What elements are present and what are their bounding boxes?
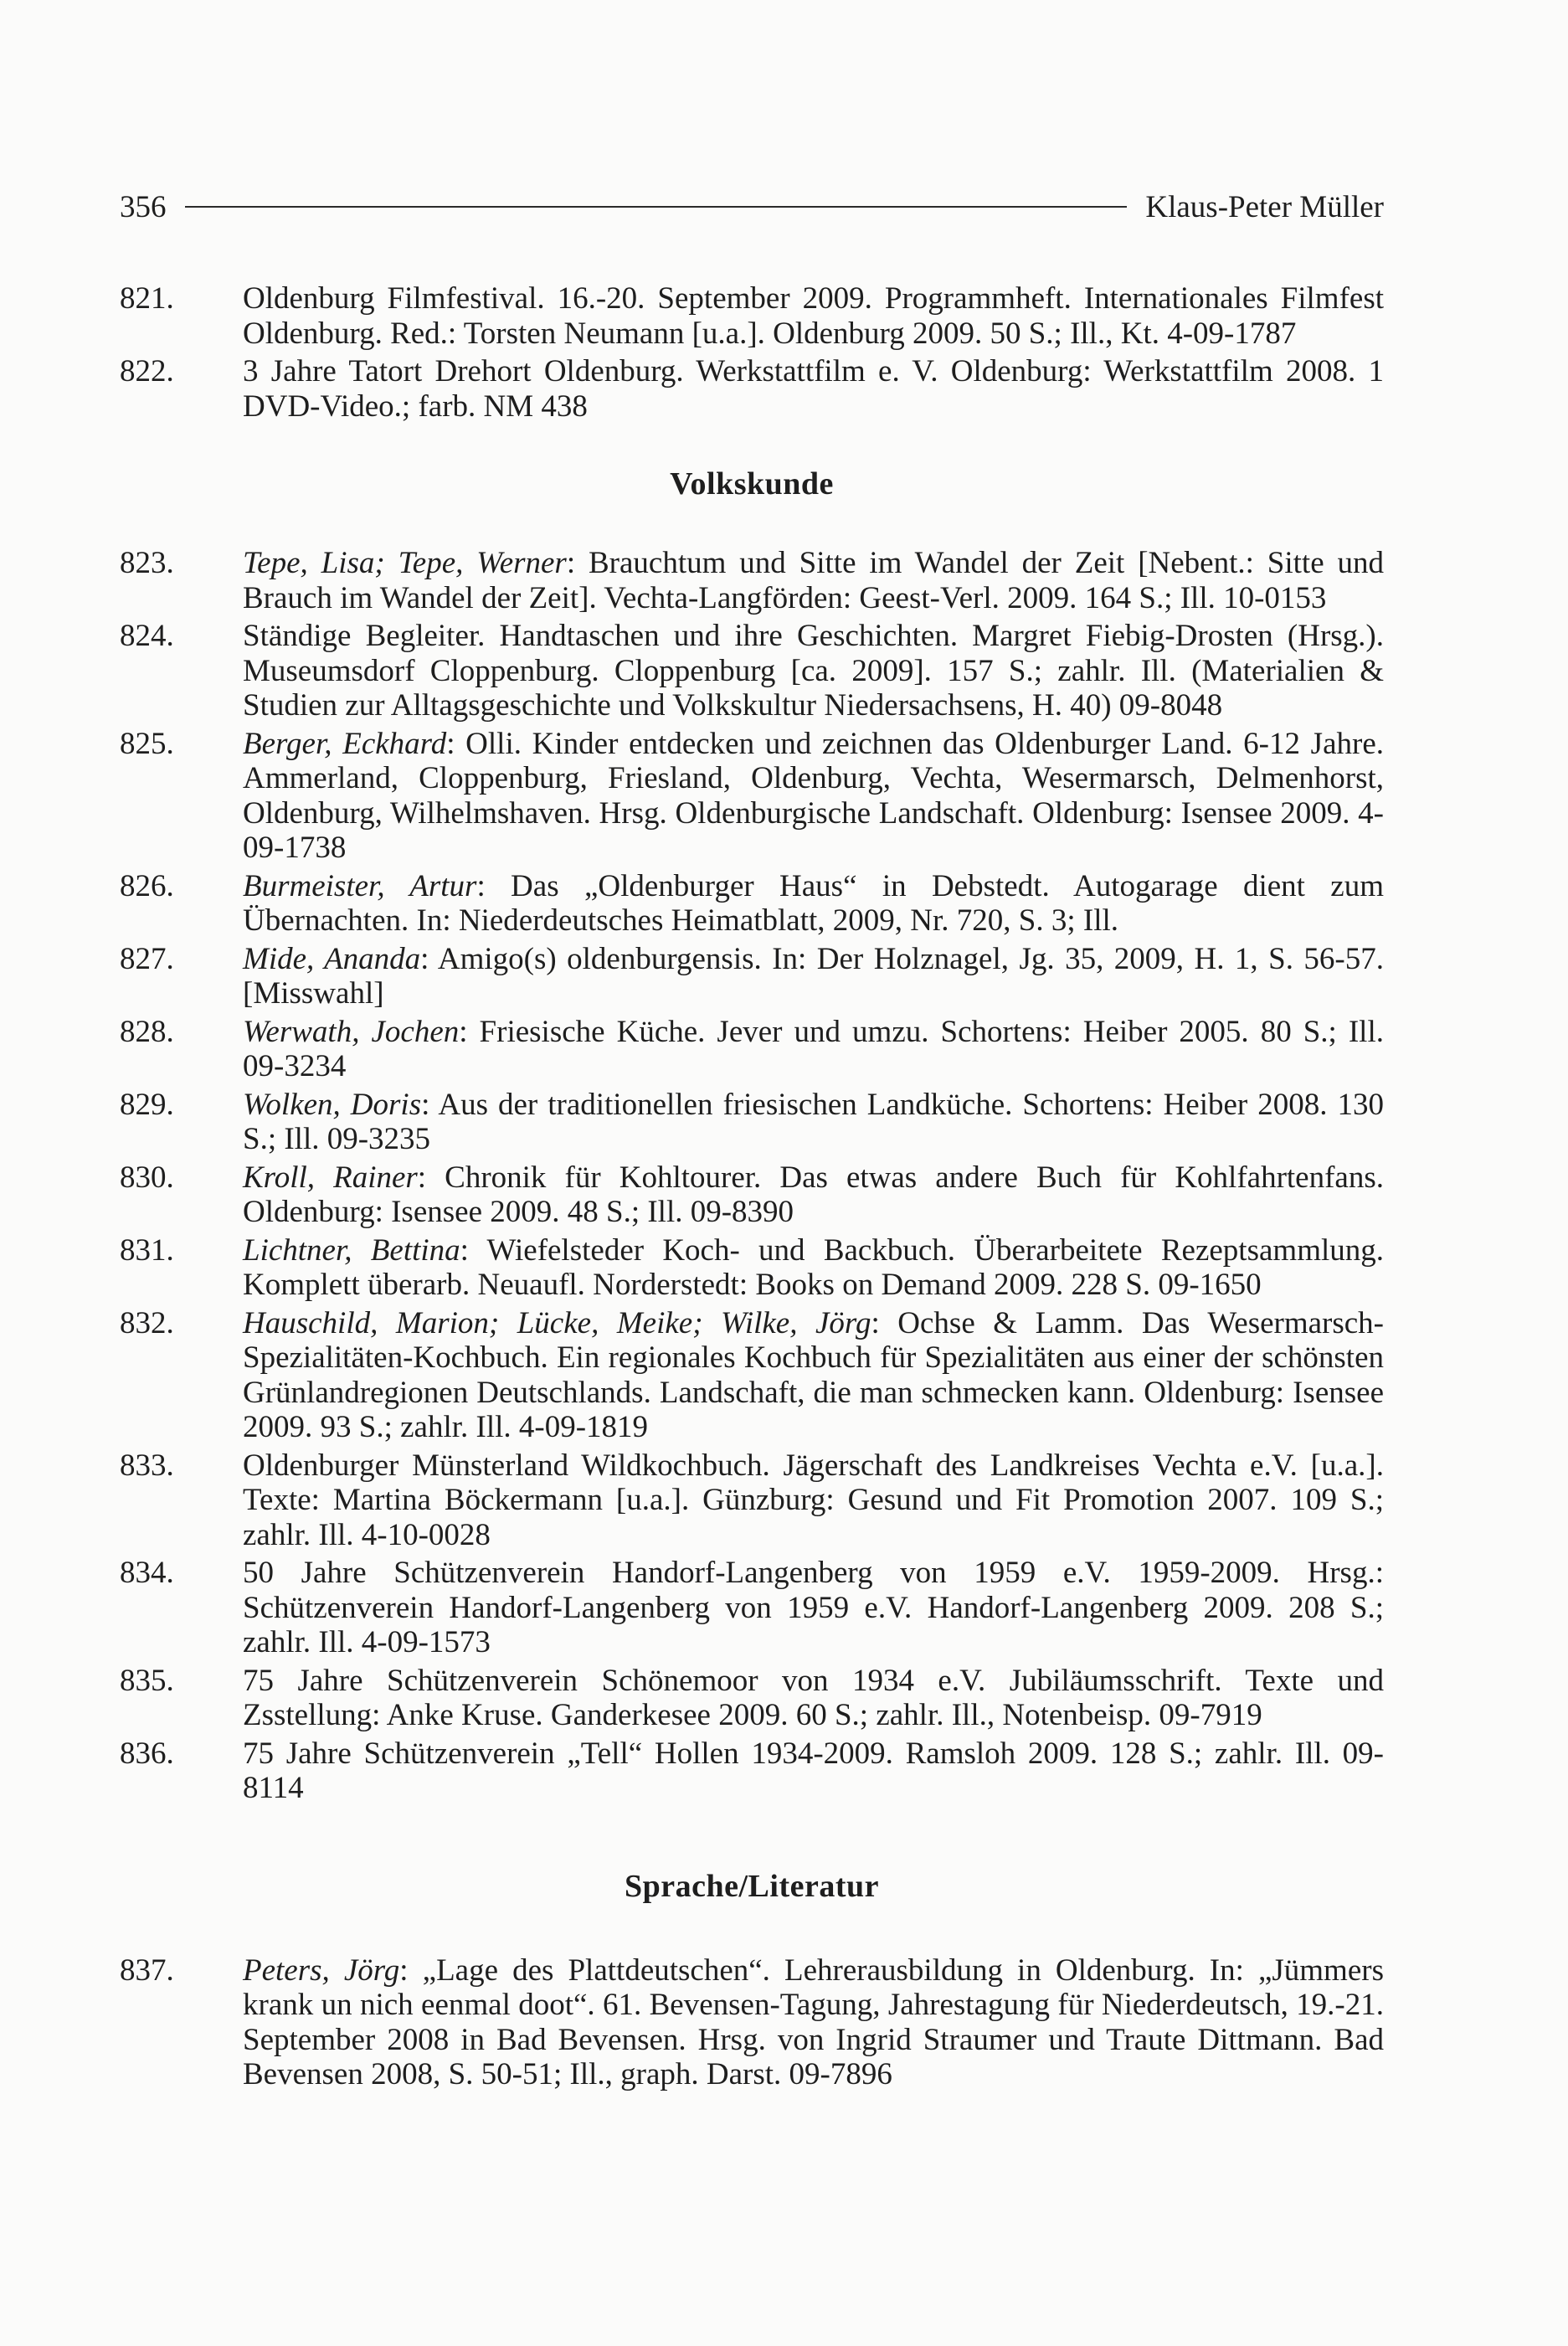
entry-text [243,1664,1384,1733]
bibliography-entry [120,281,1384,351]
entry-number: 831. [120,1232,174,1268]
bibliography-entry [120,1015,1384,1084]
bibliography-entry [120,1088,1384,1157]
entry-text [243,1556,1384,1660]
entry-text [243,727,1384,866]
entry-text [243,1953,1384,2092]
entry-author: Lichtner, Bettina [243,1232,460,1268]
entry-number: 832. [120,1305,174,1340]
entry-body: : Aus der traditionellen friesischen Landküche. Schortens: Heiber 2008. 130 S.; Ill. 09-3235 [243,1087,1384,1156]
entry-author: Kroll, Rainer [243,1160,418,1195]
entry-body: : Chronik für Kohltourer. Das etwas andere Buch für Kohlfahrtenfans. Oldenburg: Isensee 2009. 48 S.; Ill. 09-8390 [243,1160,1384,1229]
entry-number: 824. [120,619,174,653]
entry-number: 833. [120,1448,174,1483]
entry-number: 830. [120,1160,174,1195]
bibliography-entry [120,546,1384,615]
header-author: Klaus-Peter Müller [1145,189,1384,224]
bibliography-entry [120,1448,1384,1553]
page-number: 356 [120,189,167,224]
entry-author: Wolken, Doris [243,1087,422,1122]
bibliography-entry [120,869,1384,939]
bibliography-entry [120,1664,1384,1733]
entry-text [243,942,1384,1011]
running-header [120,186,1384,228]
bibliography-entry [120,942,1384,1011]
entry-author: Hauschild, Marion; Lücke, Meike; Wilke, Jörg [243,1305,871,1340]
entry-body: 3 Jahre Tatort Drehort Oldenburg. Werkstattfilm e. V. Oldenburg: Werkstattfilm 2008. 1 DVD-Video.; farb. NM 438 [243,354,1384,424]
entry-body: 75 Jahre Schützenverein „Tell“ Hollen 1934-2009. Ramsloh 2009. 128 S.; zahlr. Ill. 09-8114 [243,1736,1384,1805]
entry-body: : Brauchtum und Sitte im Wandel der Zeit [Nebent.: Sitte und Brauch im Wandel der Zeit]. Vechta-Langförden: Geest-Verl. 2009. 164 S.; Ill. 10-0153 [243,546,1384,615]
bibliography-entry [120,1233,1384,1303]
entry-text [243,281,1384,351]
entry-number: 834. [120,1556,174,1590]
entry-text [243,546,1384,615]
entry-body: : Friesische Küche. Jever und umzu. Schortens: Heiber 2005. 80 S.; Ill. 09-3234 [243,1014,1384,1083]
entry-author: Mide, Ananda [243,941,421,976]
bibliography-entry [120,1160,1384,1230]
entry-text [243,1306,1384,1445]
entry-text [243,1160,1384,1230]
entry-number: 826. [120,868,174,903]
entry-number: 835. [120,1663,174,1698]
entry-number: 822. [120,354,174,388]
entry-author: Peters, Jörg [243,1952,400,1988]
entry-author: Tepe, Lisa; Tepe, Werner [243,546,567,580]
entry-number: 837. [120,1952,174,1988]
entry-body: : Olli. Kinder entdecken und zeichnen das Oldenburger Land. 6-12 Jahre. Ammerland, Cloppenburg, Friesland, Oldenburg, Vechta, Wesermarsch, Delmenhorst, Oldenburg, Wilhelmshaven. Hrsg. Oldenburgische Landschaft. Oldenburg: Isensee 2009. 4-09-1738 [243,726,1384,865]
entry-number: 828. [120,1014,174,1049]
bibliography-entry [120,1306,1384,1445]
entry-text [243,1015,1384,1084]
entry-number: 825. [120,726,174,761]
bibliography-entry [120,1556,1384,1660]
entry-body: 50 Jahre Schützenverein Handorf-Langenberg von 1959 e.V. 1959-2009. Hrsg.: Schützenverein Handorf-Langenberg von 1959 e.V. Handorf-Langenberg 2009. 208 S.; zahlr. Ill. 4-09-1573 [243,1556,1384,1659]
bibliography-entry [120,619,1384,723]
entry-text [243,1233,1384,1303]
entry-body: : Wiefelsteder Koch- und Backbuch. Überarbeitete Rezeptsammlung. Komplett überarb. Neuaufl. Norderstedt: Books on Demand 2009. 228 S. 09-1650 [243,1232,1384,1302]
entry-body: : „Lage des Plattdeutschen“. Lehrerausbildung in Oldenburg. In: „Jümmers krank un nich eenmal doot“. 61. Bevensen-Tagung, Jahrestagung für Niederdeutsch, 19.-21. September 2008 in Bad Bevensen. Hrsg. von Ingrid Straumer und Traute Dittmann. Bad Bevensen 2008, S. 50-51; Ill., graph. Darst. 09-7896 [243,1952,1384,2091]
entry-text [243,869,1384,939]
entry-body: 75 Jahre Schützenverein Schönemoor von 1934 e.V. Jubiläumsschrift. Texte und Zsstellung: Anke Kruse. Ganderkesee 2009. 60 S.; zahlr. Ill., Notenbeisp. 09-7919 [243,1663,1384,1732]
entry-body: Ständige Begleiter. Handtaschen und ihre Geschichten. Margret Fiebig-Drosten (Hrsg.). Museumsdorf Cloppenburg. Cloppenburg [ca. 2009]. 157 S.; zahlr. Ill. (Materialien & Studien zur Alltagsgeschichte und Volkskultur Niedersachsens, H. 40) 09-8048 [243,619,1384,723]
bibliography-list [120,281,1384,2096]
entry-text [243,354,1384,424]
entry-author: Burmeister, Artur [243,868,477,903]
bibliography-entry [120,727,1384,866]
entry-text [243,1088,1384,1157]
entry-body: Oldenburger Münsterland Wildkochbuch. Jägerschaft des Landkreises Vechta e.V. [u.a.]. Texte: Martina Böckermann [u.a.]. Günzburg: Gesund und Fit Promotion 2007. 109 S.; zahlr. Ill. 4-10-0028 [243,1448,1384,1552]
entry-body: : Amigo(s) oldenburgensis. In: Der Holznagel, Jg. 35, 2009, H. 1, S. 56-57. [Misswahl] [243,941,1384,1011]
entry-number: 836. [120,1736,174,1771]
bibliography-entry [120,1736,1384,1806]
entry-text [243,1448,1384,1553]
entry-author: Werwath, Jochen [243,1014,460,1049]
entry-body: Oldenburg Filmfestival. 16.-20. September 2009. Programmheft. Internationales Filmfest Oldenburg. Red.: Torsten Neumann [u.a.]. Oldenburg 2009. 50 S.; Ill., Kt. 4-09-1787 [243,281,1384,351]
entry-number: 823. [120,546,174,580]
entry-text [243,619,1384,723]
entry-author: Berger, Eckhard [243,726,447,761]
bibliography-entry [120,354,1384,424]
entry-number: 827. [120,941,174,976]
section-heading-sprache-literatur: Sprache/Literatur [624,1868,879,1904]
entry-number: 821. [120,281,174,316]
entry-body: : Ochse & Lamm. Das Wesermarsch-Spezialitäten-Kochbuch. Ein regionales Kochbuch für Spezialitäten aus einer der schönsten Grünlandregionen Deutschlands. Landschaft, die man schmecken kann. Oldenburg: Isensee 2009. 93 S.; zahlr. Ill. 4-09-1819 [243,1305,1385,1444]
entry-body: : Das „Oldenburger Haus“ in Debstedt. Autogarage dient zum Übernachten. In: Niederdeutsches Heimatblatt, 2009, Nr. 720, S. 3; Ill. [243,868,1384,938]
section-heading-volkskunde: Volkskunde [670,466,834,502]
entry-number: 829. [120,1087,174,1122]
entry-text [243,1736,1384,1806]
bibliography-entry [120,1953,1384,2092]
header-rule [185,206,1128,208]
